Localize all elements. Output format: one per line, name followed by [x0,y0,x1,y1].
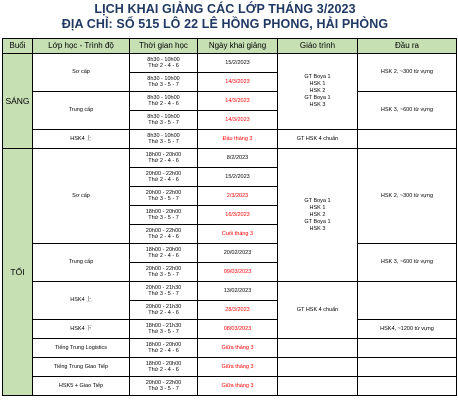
header-outcome: Đầu ra [358,39,457,54]
time-cell: 18h00 - 20h00 Thứ 3 - 5 - 7 [130,206,198,225]
date-cell: 14/3/2023 [198,73,278,92]
curriculum-cell [278,377,358,396]
time-cell: 20h00 - 21h30 Thứ 2 - 4 - 6 [130,301,198,320]
time-cell: 20h00 - 22h00 Thứ 3 - 5 - 7 [130,377,198,396]
table-row [3,282,457,301]
course-cell: Tiếng Trung Logistics [33,339,130,358]
session-morning: SÁNG [3,54,33,149]
curriculum-cell: GT Boya 1 HSK 1 HSK 2 GT Boya 1 HSK 3 [278,54,358,130]
time-cell: 20h00 - 21h30 Thứ 3 - 5 - 7 [130,282,198,301]
table-row [3,377,457,396]
course-cell: HSK4 上 [33,130,130,149]
date-cell: Giữa tháng 3 [198,358,278,377]
date-cell: Giữa tháng 3 [198,339,278,358]
time-cell: 8h30 - 10h00 Thứ 3 - 5 - 7 [130,130,198,149]
date-cell: 13/02/2023 [198,282,278,301]
schedule-table [2,38,457,396]
curriculum-cell: GT HSK 4 chuẩn [278,130,358,149]
outcome-cell: HSK 2, ~300 từ vựng [358,149,457,244]
date-cell: 28/3/2023 [198,301,278,320]
course-cell: Tiếng Trung Giao Tiếp [33,358,130,377]
outcome-cell: HSK 2, ~300 từ vựng [358,54,457,92]
date-cell: 2/3/2023 [198,187,278,206]
table-row [3,244,457,263]
time-cell: 20h00 - 22h00 Thứ 3 - 5 - 7 [130,187,198,206]
outcome-cell [358,130,457,149]
time-cell: 18h00 - 20h00 Thứ 2 - 4 - 6 [130,358,198,377]
time-cell: 8h30 - 10h00 Thứ 2 - 4 - 6 [130,92,198,111]
time-cell: 18h00 - 20h00 Thứ 2 - 4 - 6 [130,339,198,358]
table-row [3,358,457,377]
date-cell: 15/2/2023 [198,54,278,73]
outcome-cell [358,377,457,396]
outcome-cell [358,358,457,377]
header-course: Lớp học - Trình độ [33,39,130,54]
header-session: Buổi [3,39,33,54]
course-cell: Sơ cấp [33,149,130,244]
date-cell: Giữa tháng 3 [198,377,278,396]
table-row [3,320,457,339]
header-time: Thời gian học [130,39,198,54]
course-cell: HSK4 下 [33,320,130,339]
curriculum-cell [278,358,358,377]
header-start-date: Ngày khai giảng [198,39,278,54]
course-cell: HSK4 上 [33,282,130,320]
address-line: ĐỊA CHỈ: SỐ 515 LÔ 22 LÊ HỒNG PHONG, HẢI PHÒNG [61,17,389,31]
course-cell: Sơ cấp [33,54,130,92]
date-cell: 20/02/2023 [198,244,278,263]
time-cell: 20h00 - 22h00 Thứ 2 - 4 - 6 [130,168,198,187]
time-cell: 18h00 - 20h00 Thứ 2 - 4 - 6 [130,244,198,263]
time-cell: 8h30 - 10h00 Thứ 3 - 5 - 7 [130,111,198,130]
date-cell: 09/03/2023 [198,263,278,282]
date-cell: 16/3/2023 [198,206,278,225]
outcome-cell [358,282,457,320]
session-evening: TỐI [3,149,33,396]
time-cell: 8h30 - 10h00 Thứ 3 - 5 - 7 [130,73,198,92]
table-row [3,54,457,73]
time-cell: 18h00 - 21h30 Thứ 3 - 5 - 7 [130,320,198,339]
header-row [3,39,457,54]
curriculum-cell: GT HSK 4 chuẩn [278,282,358,339]
table-row [3,149,457,168]
date-cell: 08/03/2023 [198,320,278,339]
table-row [3,130,457,149]
date-cell: 14/3/2023 [198,111,278,130]
course-cell: Trung cấp [33,244,130,282]
outcome-cell: HSK 3, ~600 từ vựng [358,244,457,282]
course-cell: HSK5 + Giao Tiếp [33,377,130,396]
curriculum-cell: GT Boya 1 HSK 1 HSK 2 GT Boya 1 HSK 3 [278,149,358,282]
table-row [3,339,457,358]
time-cell: 8h30 - 10h00 Thứ 2 - 4 - 6 [130,54,198,73]
date-cell: 14/3/2023 [198,92,278,111]
header-curriculum: Giáo trình [278,39,358,54]
table-row [3,92,457,111]
time-cell: 18h00 - 20h00 Thứ 2 - 4 - 6 [130,149,198,168]
time-cell: 20h00 - 22h00 Thứ 3 - 5 - 7 [130,263,198,282]
outcome-cell [358,339,457,358]
date-cell: 8/2/2023 [198,149,278,168]
page-title: LỊCH KHAI GIẢNG CÁC LỚP THÁNG 3/2023 [94,2,356,16]
course-cell: Trung cấp [33,92,130,130]
outcome-cell: HSK4, ~1200 từ vựng [358,320,457,339]
outcome-cell: HSK 3, ~600 từ vựng [358,92,457,130]
curriculum-cell [278,339,358,358]
time-cell: 20h00 - 22h00 Thứ 2 - 4 - 6 [130,225,198,244]
date-cell: Đầu tháng 3 [198,130,278,149]
date-cell: Cuối tháng 3 [198,225,278,244]
date-cell: 15/2/2023 [198,168,278,187]
